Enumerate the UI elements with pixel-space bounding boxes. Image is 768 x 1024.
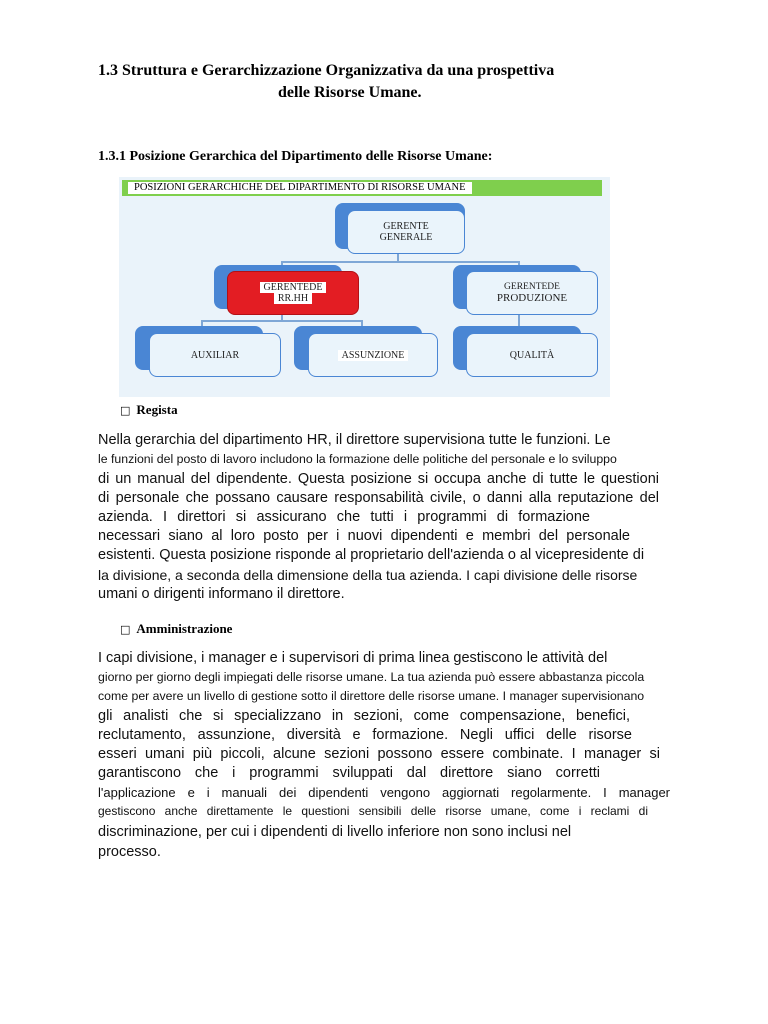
paragraph-line: processo. [98, 844, 161, 860]
paragraph-line: come per avere un livello di gestione sotto il direttore delle risorse umane. I manager supervisionano [98, 689, 645, 703]
section-subtitle: 1.3.1 Posizione Gerarchica del Dipartimento delle Risorse Umane: [98, 149, 493, 164]
paragraph-line: discriminazione, per cui i dipendenti di livello inferiore non sono inclusi nel [98, 824, 572, 840]
page-title-line-2: delle Risorse Umane. [278, 84, 422, 101]
node-qualita: QUALITÀ [466, 333, 598, 377]
paragraph-line: I capi divisione, i manager e i supervisori di prima linea gestiscono le attività del [98, 650, 608, 666]
paragraph-line: esseri umani più piccoli, alcune sezioni possono essere combinate. I manager si [98, 746, 660, 762]
paragraph-line: di un manual del dipendente. Questa posizione si occupa anche di tutte le questioni [98, 471, 659, 487]
node-gerente-generale: GERENTE GENERALE [347, 210, 465, 254]
paragraph-line: giorno per giorno degli impiegati delle risorse umane. La tua azienda può essere abbastanza piccola [98, 670, 645, 684]
paragraph-line: gestiscono anche direttamente le questioni sensibili delle risorse umane, come i reclami di [98, 804, 648, 818]
node-auxiliar: AUXILIAR [149, 333, 281, 377]
org-chart-banner [122, 180, 602, 196]
paragraph-line: azienda. I direttori si assicurano che tutti i programmi di formazione [98, 509, 590, 525]
org-chart-banner-text: POSIZIONI GERARCHICHE DEL DIPARTIMENTO DI RISORSE UMANE [128, 182, 472, 194]
missing-glyph-icon: □ [120, 404, 131, 417]
section-heading-amministrazione: □ Amministrazione [120, 621, 233, 636]
node-assunzione: ASSUNZIONE [308, 333, 438, 377]
paragraph-line: necessari siano al loro posto per i nuovi dipendenti e membri del personale [98, 528, 630, 544]
paragraph-line: l'applicazione e i manuali dei dipendenti vengono aggiornati regolarmente. I manager [98, 785, 670, 800]
connector [281, 261, 520, 263]
org-chart [119, 177, 610, 397]
node-gerente-rrhh: GERENTEDE RR.HH [227, 271, 359, 315]
paragraph-line: umani o dirigenti informano il direttore. [98, 586, 345, 602]
section-heading-regista: □ Regista [120, 402, 178, 417]
paragraph-line: reclutamento, assunzione, diversità e formazione. Negli uffici delle risorse [98, 727, 632, 743]
page-title-line-1: 1.3 Struttura e Gerarchizzazione Organizzativa da una prospettiva [98, 62, 555, 79]
node-gerente-produzione: GERENTEDE PRODUZIONE [466, 271, 598, 315]
paragraph-line: gli analisti che si specializzano in sezioni, come compensazione, benefici, [98, 708, 630, 724]
paragraph-line: esistenti. Questa posizione risponde al proprietario dell'azienda o al vicepresidente di [98, 547, 645, 563]
paragraph-line: di personale che possano causare responsabilità civile, o danni alla reputazione del [98, 490, 659, 506]
paragraph-line: le funzioni del posto di lavoro includono la formazione delle politiche del personale e lo sviluppo [98, 452, 617, 466]
paragraph-line: Nella gerarchia del dipartimento HR, il direttore supervisiona tutte le funzioni. Le [98, 432, 611, 448]
paragraph-line: garantiscono che i programmi sviluppati dal direttore siano corretti [98, 765, 600, 781]
connector [201, 320, 363, 322]
paragraph-line: la divisione, a seconda della dimensione della tua azienda. I capi divisione delle risorse [98, 567, 638, 583]
missing-glyph-icon: □ [120, 623, 131, 636]
